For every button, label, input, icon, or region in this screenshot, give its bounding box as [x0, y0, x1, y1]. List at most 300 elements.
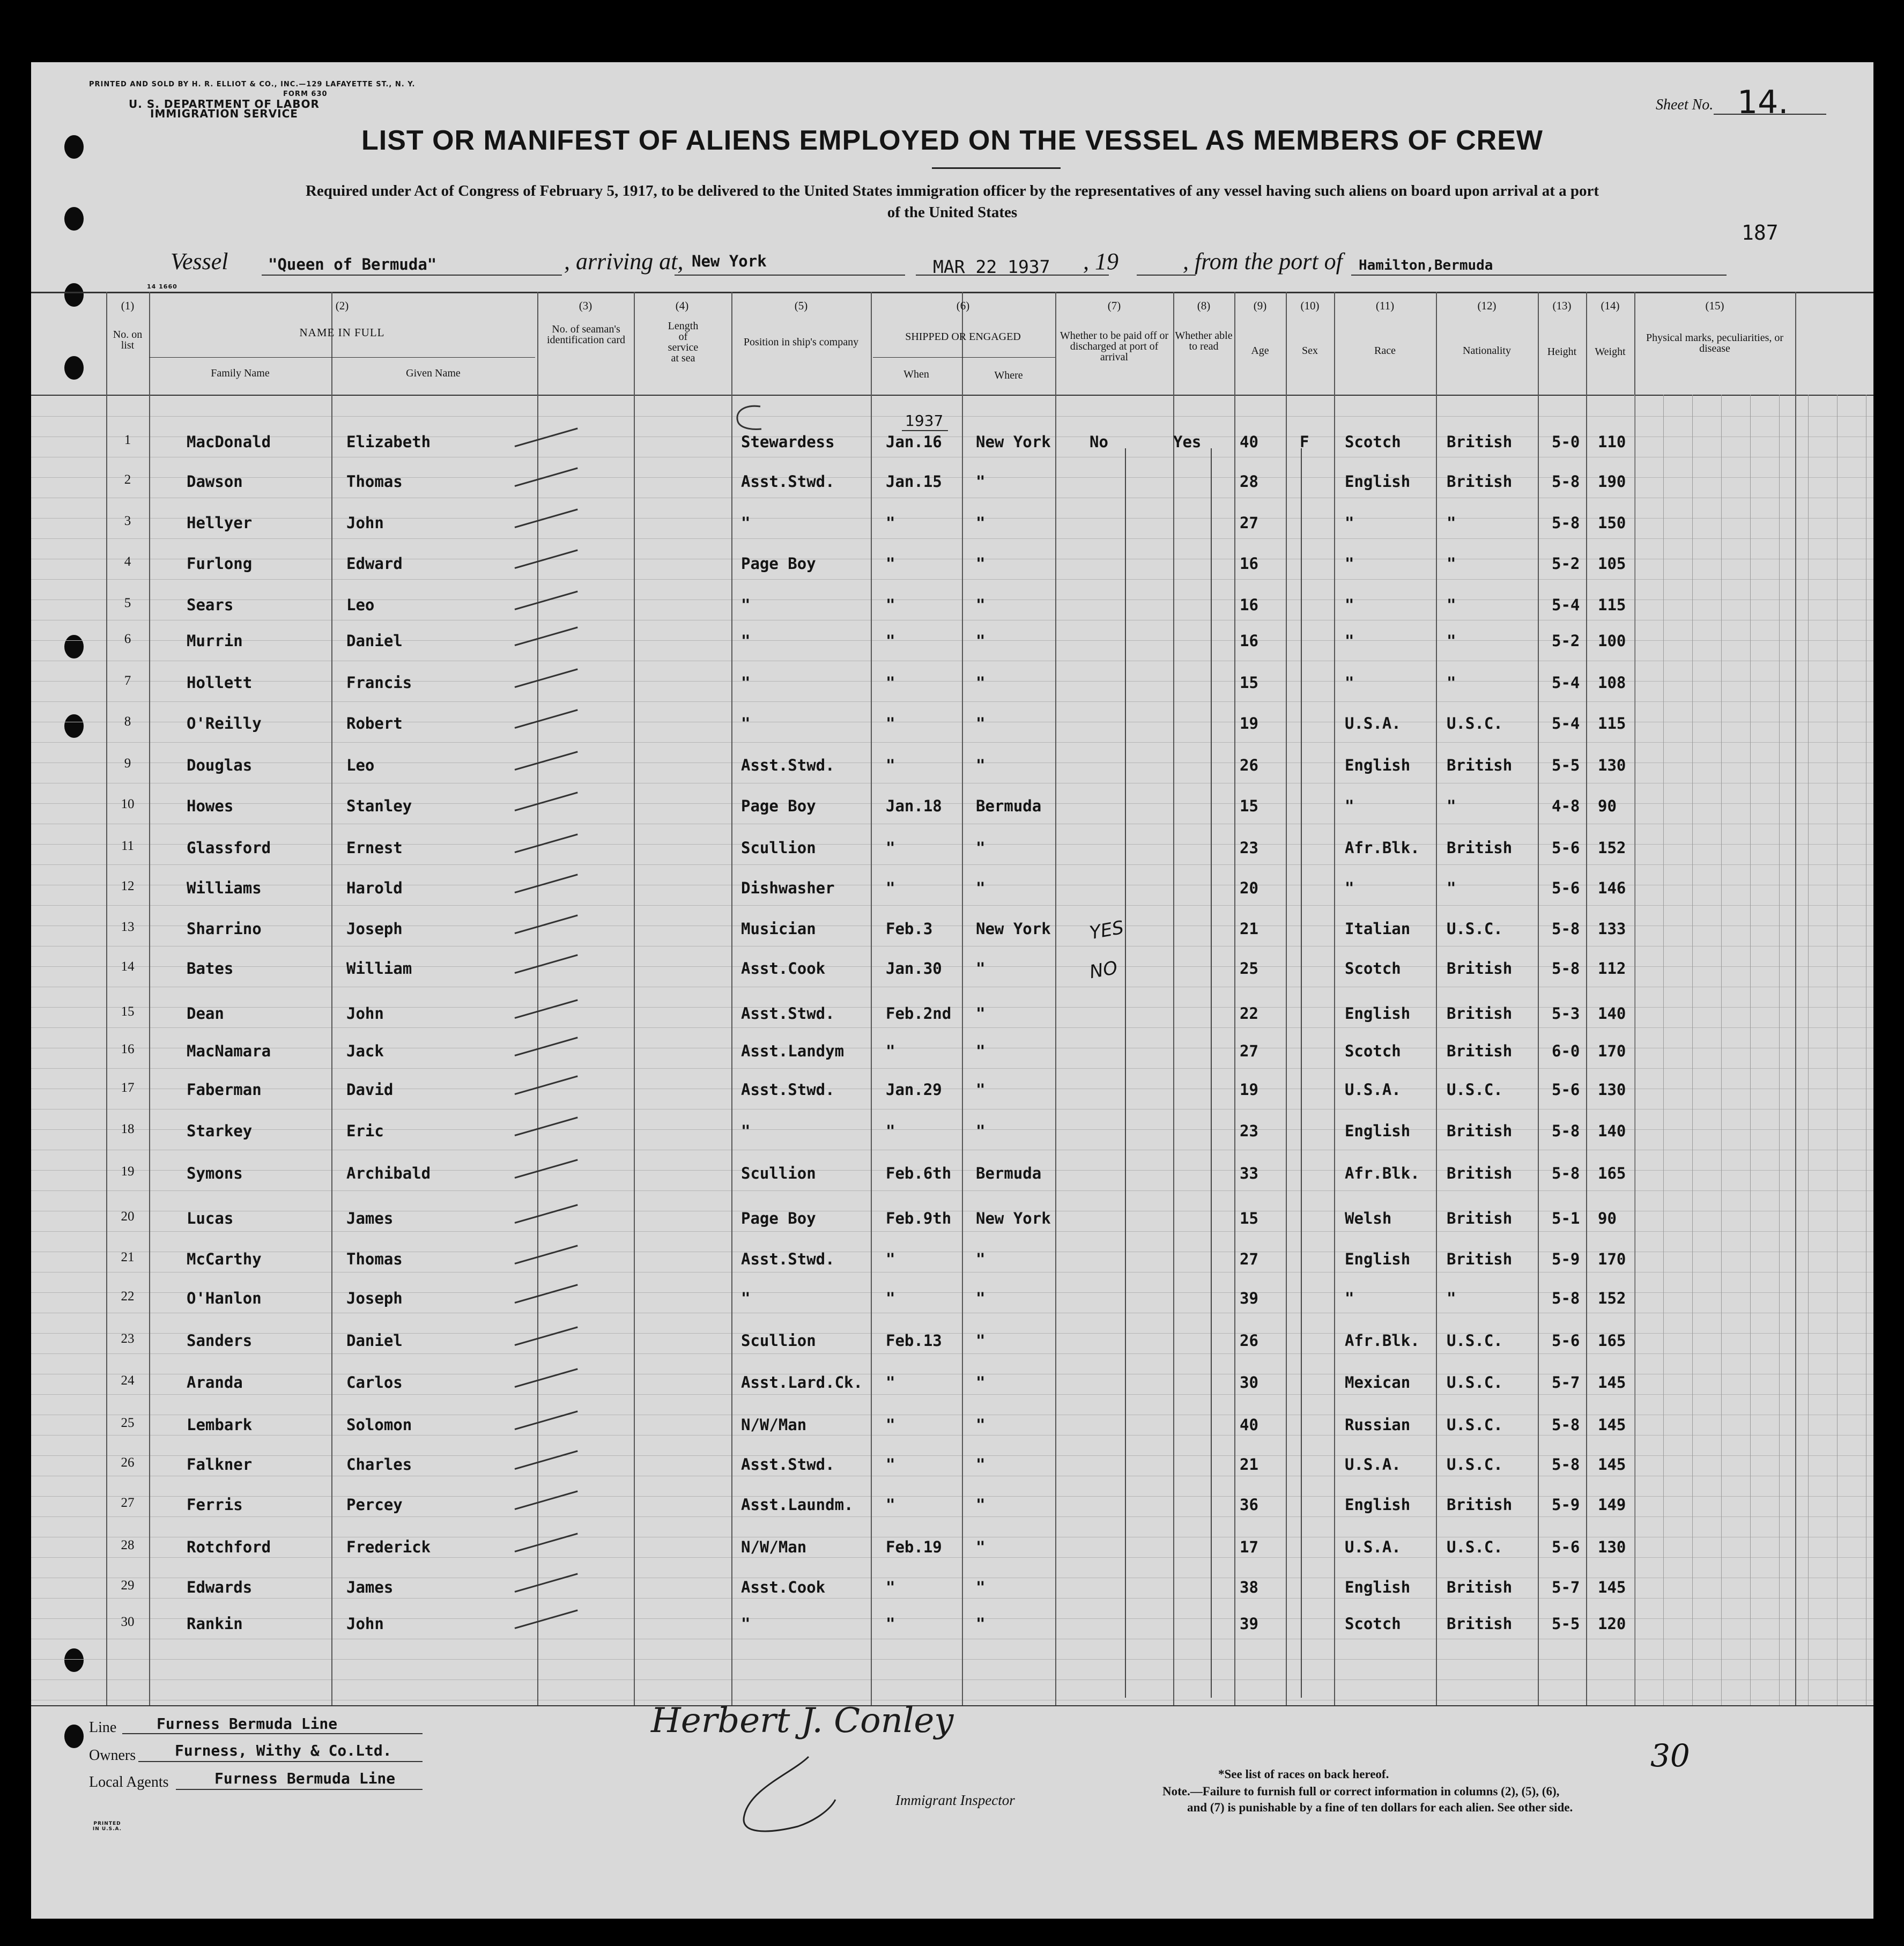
cell-no: 27 [121, 1496, 135, 1510]
cell-race: " [1345, 554, 1354, 573]
cell-given: Solomon [346, 1416, 412, 1434]
cell-when: " [886, 674, 895, 692]
cell-when: Feb.6th [886, 1164, 952, 1182]
cell-nat: U.S.C. [1447, 1416, 1503, 1434]
cell-when: " [886, 632, 895, 650]
cell-position: Scullion [741, 1164, 816, 1182]
owners-underline [138, 1761, 423, 1762]
cell-height: 4-8 [1552, 797, 1580, 815]
grid-line [1750, 395, 1751, 1705]
checkmark-icon [515, 1410, 578, 1430]
cell-family: MacDonald [187, 433, 271, 451]
year-underline-mark [902, 430, 948, 431]
printer-credit: PRINTED AND SOLD BY H. R. ELLIOT & CO., INC.—129 LAFAYETTE ST., N. Y. [89, 80, 416, 88]
cell-family: Williams [187, 879, 262, 897]
cell-race: Afr.Blk. [1345, 1164, 1420, 1182]
date-underline [916, 275, 1109, 276]
col8-number: (8) [1197, 299, 1211, 312]
cell-family: Douglas [187, 756, 253, 774]
cell-where: " [976, 1081, 986, 1099]
cell-family: Howes [187, 797, 234, 815]
cell-race: " [1345, 674, 1354, 692]
cell-weight: 105 [1598, 554, 1626, 573]
department-name: U. S. DEPARTMENT OF LABOR [129, 98, 320, 110]
cell-given: John [346, 1615, 384, 1633]
cell-nat: British [1447, 1004, 1513, 1023]
col10-number: (10) [1300, 299, 1320, 312]
cell-position: Dishwasher [741, 879, 835, 897]
pencil-mark-icon [729, 403, 767, 435]
cell-when: " [886, 839, 895, 857]
penalty-note-1: Note.—Failure to furnish full or correct information in columns (2), (5), (6), [1162, 1785, 1560, 1798]
cell-nat: British [1447, 1209, 1513, 1227]
column-divider [1055, 292, 1056, 1705]
ruled-line [31, 1027, 1873, 1028]
cell-height: 5-9 [1552, 1496, 1580, 1514]
cell-height: 5-4 [1552, 674, 1580, 692]
binder-hole [64, 635, 84, 658]
line-underline [122, 1733, 423, 1734]
cell-age: 40 [1240, 1416, 1258, 1434]
ruled-line [31, 1435, 1873, 1436]
cell-given: William [346, 959, 412, 978]
cell-where: " [976, 1289, 986, 1307]
checkmark-icon [515, 1204, 578, 1224]
cell-given: Charles [346, 1455, 412, 1474]
arriving-port: New York [692, 252, 767, 270]
checkmark-icon [515, 1037, 578, 1056]
col1-number: (1) [121, 299, 135, 312]
ruled-line [31, 966, 1873, 967]
cell-position: Asst.Landym [741, 1042, 844, 1060]
cell-height: 5-8 [1552, 1289, 1580, 1307]
cell-weight: 130 [1598, 756, 1626, 774]
cell-position: Asst.Laundm. [741, 1496, 854, 1514]
cell-height: 5-7 [1552, 1578, 1580, 1596]
cell-no: 20 [121, 1209, 135, 1224]
cell-weight: 90 [1598, 797, 1617, 815]
cell-height: 5-6 [1552, 1081, 1580, 1099]
arriving-label: , arriving at, [564, 248, 684, 275]
binder-hole [64, 1648, 84, 1672]
cell-given: John [346, 514, 384, 532]
cell-where: " [976, 1578, 986, 1596]
col6-where-header: Where [994, 369, 1023, 381]
cell-no: 9 [124, 756, 131, 771]
cell-nat: U.S.C. [1447, 920, 1503, 938]
cell-race: " [1345, 596, 1354, 614]
cell-family: Sears [187, 596, 234, 614]
grid-line [1837, 395, 1838, 1705]
cell-position: " [741, 514, 751, 532]
cell-nat: " [1447, 554, 1456, 573]
cell-nat: U.S.C. [1447, 714, 1503, 732]
binder-hole [64, 283, 84, 307]
col2-number: (2) [335, 299, 349, 312]
cell-weight: 112 [1598, 959, 1626, 978]
grid-line [1721, 395, 1722, 1705]
cell-given: Joseph [346, 920, 403, 938]
ruled-line [31, 1394, 1873, 1395]
cell-where: " [976, 674, 986, 692]
cell-race: " [1345, 797, 1354, 815]
cell-position: " [741, 596, 751, 614]
cell-race: Scotch [1345, 433, 1401, 451]
cell-given: John [346, 1004, 384, 1023]
cell-when: Jan.16 [886, 433, 942, 451]
vessel-label: Vessel [171, 248, 228, 275]
ruled-line [31, 436, 1873, 437]
cell-given: Stanley [346, 797, 412, 815]
checkmark-icon [515, 668, 578, 688]
col3-number: (3) [579, 299, 592, 312]
cell-age: 16 [1240, 632, 1258, 650]
cell-height: 5-0 [1552, 433, 1580, 451]
stamp-number: 187 [1742, 221, 1779, 245]
cell-no: 14 [121, 959, 135, 974]
col14-header: Weight [1595, 346, 1626, 358]
subtitle-line-2: of the United States [887, 204, 1018, 221]
cell-race: U.S.A. [1345, 1538, 1401, 1556]
cell-age: 22 [1240, 1004, 1258, 1023]
cell-when: " [886, 714, 895, 732]
cell-age: 19 [1240, 1081, 1258, 1099]
sheet-number-value: 14. [1737, 84, 1789, 121]
cell-where: " [976, 1042, 986, 1060]
cell-no: 19 [121, 1164, 135, 1179]
cell-given: Joseph [346, 1289, 403, 1307]
ruled-line [31, 477, 1873, 478]
cell-age: 16 [1240, 596, 1258, 614]
from-underline [1351, 275, 1727, 276]
cell-height: 5-8 [1552, 1122, 1580, 1140]
cell-height: 5-2 [1552, 554, 1580, 573]
cell-weight: 145 [1598, 1455, 1626, 1474]
cell-where: " [976, 1615, 986, 1633]
cell-age: 27 [1240, 1042, 1258, 1060]
cell-given: James [346, 1209, 394, 1227]
cell-given: Edward [346, 554, 403, 573]
inspector-label: Immigrant Inspector [895, 1792, 1015, 1808]
cell-where: " [976, 554, 986, 573]
checkmark-icon [515, 1450, 578, 1470]
cell-family: Symons [187, 1164, 243, 1182]
cell-read: Yes [1173, 433, 1202, 451]
cell-race: English [1345, 1004, 1411, 1023]
cell-race: U.S.A. [1345, 1081, 1401, 1099]
cell-family: Aranda [187, 1373, 243, 1392]
cell-when: Jan.18 [886, 797, 942, 815]
cell-weight: 145 [1598, 1578, 1626, 1596]
cell-where: " [976, 879, 986, 897]
cell-where: " [976, 1496, 986, 1514]
col11-header: Race [1374, 345, 1396, 357]
cell-weight: 145 [1598, 1416, 1626, 1434]
cell-when: " [886, 596, 895, 614]
ruled-line [31, 803, 1873, 804]
cell-family: Bates [187, 959, 234, 978]
cell-nat: " [1447, 514, 1456, 532]
col10-ditto-stroke [1301, 448, 1302, 1698]
cell-nat: British [1447, 1122, 1513, 1140]
checkmark-icon [515, 833, 578, 853]
cell-where: " [976, 959, 986, 978]
cell-height: 5-8 [1552, 514, 1580, 532]
cell-race: English [1345, 1250, 1411, 1268]
cell-age: 26 [1240, 756, 1258, 774]
checkmark-icon [515, 1609, 578, 1629]
cell-age: 21 [1240, 920, 1258, 938]
col6-header: SHIPPED OR ENGAGED [905, 331, 1021, 343]
cell-height: 5-8 [1552, 959, 1580, 978]
column-divider [331, 292, 332, 1705]
cell-age: 39 [1240, 1289, 1258, 1307]
cell-height: 5-1 [1552, 1209, 1580, 1227]
column-divider [871, 292, 872, 1705]
grid-line [1634, 395, 1635, 1705]
printed-mark: PRINTED IN U.S.A. [92, 1821, 122, 1832]
cell-when: Feb.19 [886, 1538, 942, 1556]
cell-family: McCarthy [187, 1250, 262, 1268]
cell-age: 25 [1240, 959, 1258, 978]
ruled-line [31, 1190, 1873, 1191]
ruled-line [31, 1068, 1873, 1069]
cell-height: 5-8 [1552, 472, 1580, 491]
cell-given: Eric [346, 1122, 384, 1140]
cell-nat: " [1447, 879, 1456, 897]
cell-no: 26 [121, 1455, 135, 1470]
col5-header: Position in ship's company [743, 336, 859, 348]
cell-position: " [741, 1289, 751, 1307]
cell-race: Mexican [1345, 1373, 1411, 1392]
cell-age: 38 [1240, 1578, 1258, 1596]
cell-family: Lembark [187, 1416, 253, 1434]
cell-age: 20 [1240, 879, 1258, 897]
cell-nat: U.S.C. [1447, 1081, 1503, 1099]
cell-position: Asst.Lard.Ck. [741, 1373, 863, 1392]
column-divider [1436, 292, 1437, 1705]
cell-weight: 130 [1598, 1081, 1626, 1099]
total-count: 30 [1650, 1737, 1690, 1774]
cell-when: " [886, 1122, 895, 1140]
cell-race: Scotch [1345, 1042, 1401, 1060]
cell-no: 13 [121, 920, 135, 934]
cell-no: 6 [124, 632, 131, 646]
cell-weight: 170 [1598, 1250, 1626, 1268]
cell-height: 5-7 [1552, 1373, 1580, 1392]
cell-given: Jack [346, 1042, 384, 1060]
cell-race: English [1345, 1496, 1411, 1514]
cell-when: Feb.9th [886, 1209, 952, 1227]
column-divider [537, 292, 538, 1705]
cell-height: 5-5 [1552, 1615, 1580, 1633]
cell-given: Thomas [346, 472, 403, 491]
cell-where: " [976, 1538, 986, 1556]
ruled-line [31, 1496, 1873, 1497]
col1-header: No. on list [113, 329, 143, 351]
cell-position: Page Boy [741, 797, 816, 815]
ruled-line [31, 1598, 1873, 1599]
cell-nat: " [1447, 632, 1456, 650]
cell-where: " [976, 756, 986, 774]
cell-nat: British [1447, 1250, 1513, 1268]
cell-where: " [976, 839, 986, 857]
service-name: IMMIGRATION SERVICE [150, 107, 298, 120]
binder-hole [64, 714, 84, 738]
grid-line [1692, 395, 1693, 1705]
table-top-rule [31, 292, 1873, 293]
cell-height: 5-2 [1552, 632, 1580, 650]
ruled-line [31, 1557, 1873, 1558]
year-label: , 19 [1083, 248, 1118, 275]
cell-given: Daniel [346, 1331, 403, 1350]
cell-family: Lucas [187, 1209, 234, 1227]
cell-nat: " [1447, 1289, 1456, 1307]
cell-race: " [1345, 632, 1354, 650]
cell-family: Rankin [187, 1615, 243, 1633]
cell-when: " [886, 1416, 895, 1434]
col7-number: (7) [1107, 299, 1121, 312]
cell-weight: 110 [1598, 433, 1626, 451]
cell-given: Leo [346, 596, 375, 614]
cell-height: 5-8 [1552, 1416, 1580, 1434]
ruled-line [31, 1618, 1873, 1619]
cell-when: " [886, 1455, 895, 1474]
cell-paid: YES [1088, 916, 1125, 944]
ruled-line [31, 864, 1873, 865]
ruled-line [31, 905, 1873, 906]
ruled-line [31, 742, 1873, 743]
col9-number: (9) [1253, 299, 1267, 312]
cell-when: Feb.3 [886, 920, 933, 938]
cell-no: 1 [124, 433, 131, 447]
cell-no: 23 [121, 1331, 135, 1346]
cell-no: 24 [121, 1373, 135, 1388]
cell-sex: F [1300, 433, 1309, 451]
col14-number: (14) [1601, 299, 1620, 312]
cell-nat: British [1447, 1164, 1513, 1182]
signature-flourish-icon [728, 1751, 846, 1859]
cell-height: 6-0 [1552, 1042, 1580, 1060]
cell-given: Thomas [346, 1250, 403, 1268]
column-divider [1173, 292, 1174, 1705]
cell-when: " [886, 1373, 895, 1392]
cell-no: 16 [121, 1042, 135, 1056]
cell-race: English [1345, 756, 1411, 774]
column-divider [1286, 292, 1287, 1705]
column-divider [106, 292, 107, 1705]
ruled-line [31, 416, 1873, 417]
cell-weight: 120 [1598, 1615, 1626, 1633]
subtitle-line-1: Required under Act of Congress of February 5, 1917, to be delivered to the United States immigration officer by the representatives of any vessel having such aliens on board upon arrival at a port [305, 182, 1599, 199]
cell-family: Dawson [187, 472, 243, 491]
vessel-name: "Queen of Bermuda" [268, 255, 437, 273]
page-title: LIST OR MANIFEST OF ALIENS EMPLOYED ON THE VESSEL AS MEMBERS OF CREW [361, 125, 1543, 156]
cell-no: 3 [124, 514, 131, 528]
cell-age: 15 [1240, 1209, 1258, 1227]
cell-family: Dean [187, 1004, 224, 1023]
cell-height: 5-4 [1552, 596, 1580, 614]
cell-age: 27 [1240, 514, 1258, 532]
cell-nat: " [1447, 797, 1456, 815]
cell-family: O'Hanlon [187, 1289, 262, 1307]
cell-when: Jan.30 [886, 959, 942, 978]
ruled-line [31, 1679, 1873, 1680]
cell-when: " [886, 1615, 895, 1633]
checkmark-icon [515, 590, 578, 610]
cell-where: New York [976, 920, 1051, 938]
cell-height: 5-6 [1552, 839, 1580, 857]
col4-number: (4) [675, 299, 689, 312]
cell-nat: U.S.C. [1447, 1331, 1503, 1350]
ruled-line [31, 1007, 1873, 1008]
cell-weight: 170 [1598, 1042, 1626, 1060]
cell-where: " [976, 632, 986, 650]
cell-given: Archibald [346, 1164, 431, 1182]
cell-race: U.S.A. [1345, 714, 1401, 732]
cell-where: " [976, 1004, 986, 1023]
cell-position: Musician [741, 920, 816, 938]
cell-race: Italian [1345, 920, 1411, 938]
cell-position: " [741, 1122, 751, 1140]
checkmark-icon [515, 1159, 578, 1179]
col10-header: Sex [1302, 345, 1318, 357]
agents-label: Local Agents [89, 1774, 169, 1790]
checkmark-icon [515, 427, 578, 447]
ruled-line [31, 640, 1873, 641]
table-header-bottom-rule [31, 395, 1873, 396]
year-above-when: 1937 [905, 412, 944, 430]
cell-position: N/W/Man [741, 1416, 807, 1434]
vessel-underline [262, 275, 562, 276]
cell-weight: 165 [1598, 1331, 1626, 1350]
checkmark-icon [515, 751, 578, 771]
cell-when: Feb.2nd [886, 1004, 952, 1023]
binder-hole [64, 356, 84, 380]
column-divider [1234, 292, 1235, 1705]
cell-height: 5-8 [1552, 920, 1580, 938]
cell-no: 11 [121, 839, 135, 853]
date-stamp: MAR 22 1937 [933, 256, 1050, 277]
checkmark-icon [515, 1245, 578, 1264]
cell-position: Stewardess [741, 433, 835, 451]
cell-family: MacNamara [187, 1042, 271, 1060]
cell-family: Hollett [187, 674, 253, 692]
line-label: Line [89, 1719, 117, 1736]
agents-value: Furness Bermuda Line [214, 1770, 396, 1787]
cell-age: 21 [1240, 1455, 1258, 1474]
cell-no: 8 [124, 714, 131, 729]
cell-nat: British [1447, 1042, 1513, 1060]
cell-height: 5-4 [1552, 714, 1580, 732]
column-divider [962, 292, 963, 1705]
cell-no: 2 [124, 472, 131, 487]
col13-number: (13) [1552, 299, 1572, 312]
cell-nat: " [1447, 674, 1456, 692]
cell-position: Page Boy [741, 1209, 816, 1227]
cell-race: Afr.Blk. [1345, 1331, 1420, 1350]
cell-where: " [976, 1416, 986, 1434]
cell-age: 17 [1240, 1538, 1258, 1556]
checkmark-icon [515, 1116, 578, 1136]
cell-given: Francis [346, 674, 412, 692]
col15-number: (15) [1705, 299, 1724, 312]
col8-header: Whether able to read [1175, 330, 1233, 352]
column-divider [731, 292, 732, 1705]
cell-nat: British [1447, 472, 1513, 491]
cell-where: Bermuda [976, 1164, 1042, 1182]
from-label: , from the port of [1183, 248, 1343, 275]
